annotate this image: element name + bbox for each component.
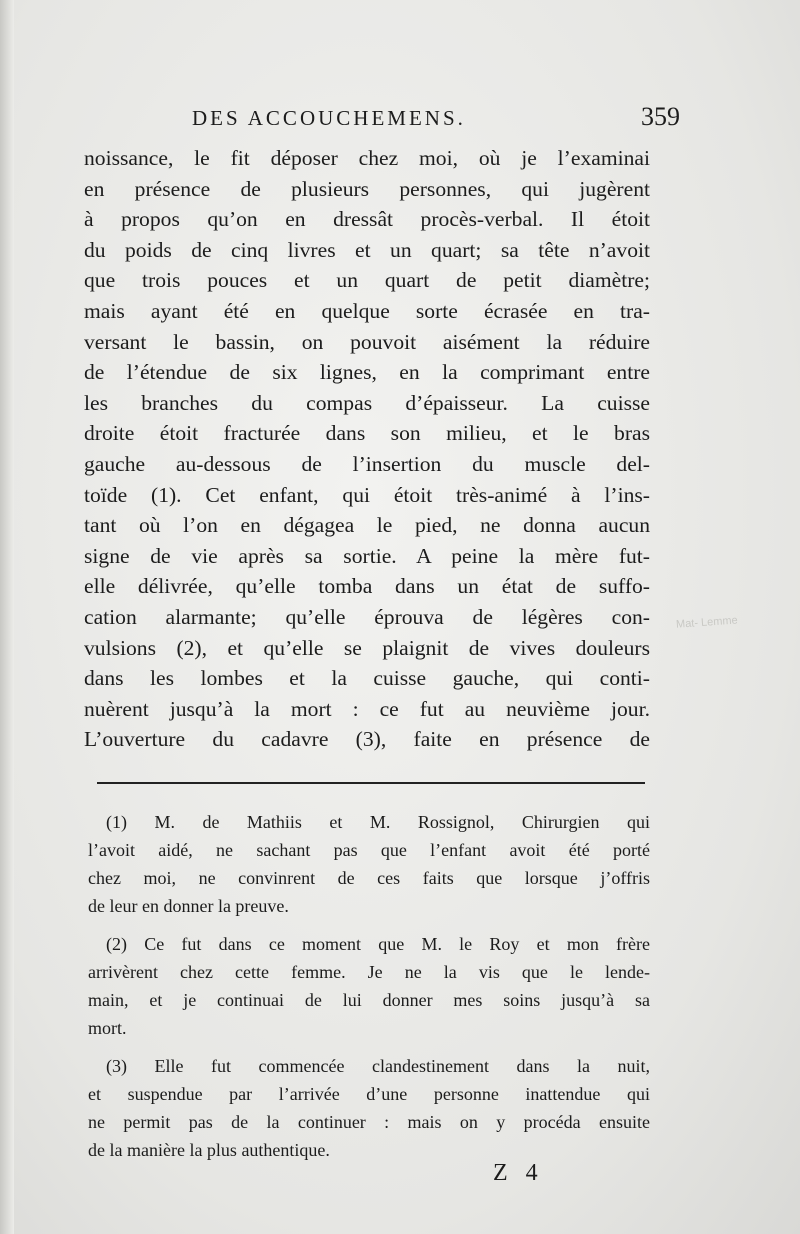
- body-line: noissance, le fit déposer chez moi, où je l’examinai: [84, 146, 650, 170]
- body-line: en présence de plusieurs personnes, qui jugèrent: [84, 176, 650, 201]
- footnote-line: de leur en donner la preuve.: [88, 896, 289, 916]
- footnote-3: [88, 1052, 650, 1164]
- footnote-line: chez moi, ne convinrent de ces faits que lorsque j’offris: [88, 868, 650, 888]
- faded-margin-note: Mat- Lemme: [675, 614, 739, 631]
- footnote-line: arrivèrent chez cette femme. Je ne la vis que le lende-: [88, 962, 650, 982]
- body-line: droite étoit fracturée dans son milieu, et le bras: [84, 421, 650, 446]
- body-line: les branches du compas d’épaisseur. La cuisse: [84, 390, 650, 415]
- footnote-line: (1) M. de Mathiis et M. Rossignol, Chirurgien qui: [106, 812, 650, 832]
- running-head: [160, 100, 680, 140]
- body-line: dans les lombes et la cuisse gauche, qui conti-: [84, 666, 650, 691]
- footnote-line: mort.: [88, 1018, 127, 1038]
- footnote-line: de la manière la plus authentique.: [88, 1140, 330, 1160]
- body-line: gauche au-dessous de l’insertion du muscle del-: [84, 451, 650, 476]
- body-line: nuèrent jusqu’à la mort : ce fut au neuvième jour.: [84, 696, 650, 721]
- body-line: vulsions (2), et qu’elle se plaignit de vives douleurs: [84, 635, 650, 660]
- body-line: que trois pouces et un quart de petit diamètre;: [84, 268, 650, 293]
- footnote-line: l’avoit aidé, ne sachant pas que l’enfant avoit été porté: [88, 840, 650, 860]
- signature-mark: Z 4: [493, 1160, 544, 1186]
- body-line: à propos qu’on en dressât procès-verbal. Il étoit: [84, 207, 650, 232]
- footnotes: [88, 808, 650, 1174]
- footnote-1: [88, 808, 650, 920]
- footnote-line: et suspendue par l’arrivée d’une personne inattendue qui: [88, 1084, 650, 1104]
- footnote-line: main, et je continuai de lui donner mes soins jusqu’à sa: [88, 990, 650, 1010]
- footnote-line: (3) Elle fut commencée clandestinement dans la nuit,: [106, 1056, 650, 1076]
- body-line: versant le bassin, on pouvoit aisément la réduire: [84, 329, 650, 354]
- footnote-2: [88, 930, 650, 1042]
- running-title: DES ACCOUCHEMENS.: [192, 106, 466, 130]
- body-line: mais ayant été en quelque sorte écrasée en tra-: [84, 298, 650, 323]
- footnote-rule: [97, 782, 645, 784]
- body-line: tant où l’on en dégagea le pied, ne donna aucun: [84, 513, 650, 538]
- body-line: signe de vie après sa sortie. A peine la mère fut-: [84, 543, 650, 568]
- body-line: elle délivrée, qu’elle tomba dans un état de suffo-: [84, 574, 650, 599]
- page-spine-shadow: [0, 0, 14, 1234]
- footnote-line: (2) Ce fut dans ce moment que M. le Roy et mon frère: [106, 934, 650, 954]
- body-line: cation alarmante; qu’elle éprouva de légères con-: [84, 604, 650, 629]
- body-line: du poids de cinq livres et un quart; sa tête n’avoit: [84, 237, 650, 262]
- body-line: toïde (1). Cet enfant, qui étoit très-animé à l’ins-: [84, 482, 650, 507]
- page-number: 359: [641, 102, 680, 131]
- body-line: de l’étendue de six lignes, en la comprimant entre: [84, 360, 650, 385]
- body-line: L’ouverture du cadavre (3), faite en présence de: [84, 727, 650, 752]
- body-text: [84, 143, 650, 755]
- footnote-line: ne permit pas de la continuer : mais on y procéda ensuite: [88, 1112, 650, 1132]
